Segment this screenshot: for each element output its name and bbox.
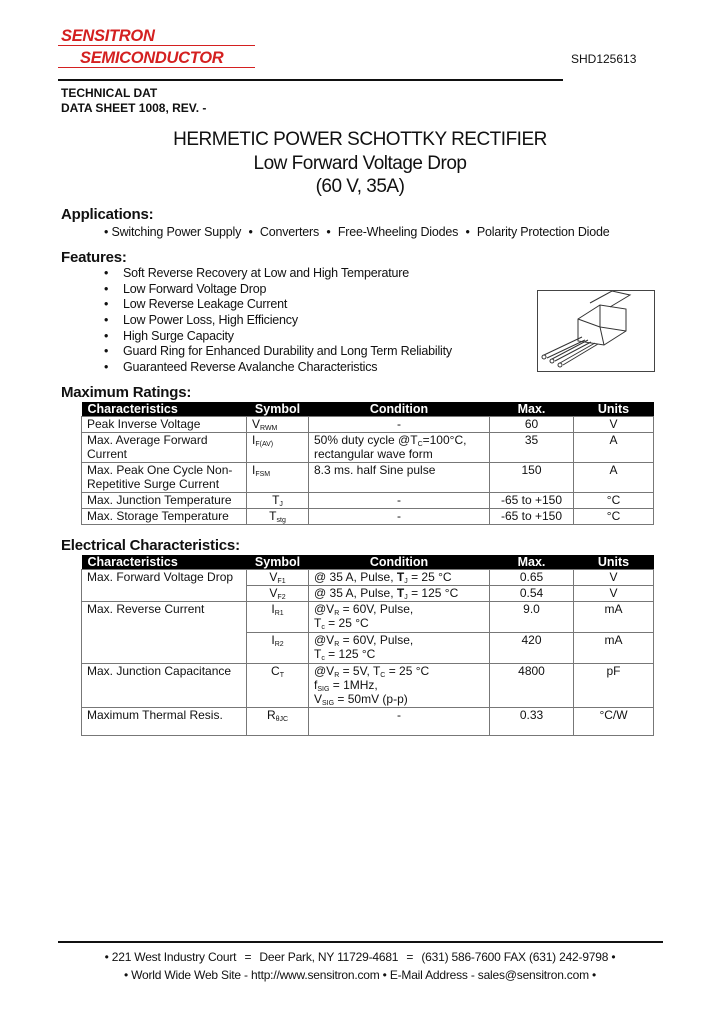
table-row: Peak Inverse Voltage $V_{RWM}$ - 60 V [82, 417, 654, 433]
features-list [104, 266, 452, 376]
title-line1: HERMETIC POWER SCHOTTKY RECTIFIER [173, 129, 547, 150]
brand-name-line1: SENSITRON [61, 27, 155, 45]
list-item: • Low Reverse Leakage Current [104, 297, 288, 312]
tech-line1: TECHNICAL DAT [61, 86, 158, 100]
table-row: Maximum Thermal Resis. $R_{\theta JC}$ - 0.33 °C/W [82, 708, 654, 736]
brand-name-line2: SEMICONDUCTOR [80, 49, 224, 67]
table-row: Max. Storage Temperature $T_{stg}$ - -65 to +150 °C [82, 509, 654, 525]
title-line2: Low Forward Voltage Drop [253, 153, 467, 174]
table-row: Max. Junction Capacitance $C_T$ $@V_R = 5V$, $T_C = 25$ °C $f_{SIG} = 1MHz$, $V_{SIG} = 50mV$ (p-p) 4800 pF [82, 664, 654, 708]
table-row: $V_{F2}$ @ 35 A, Pulse, $T_J = 125$ °C 0.54 V [82, 586, 654, 602]
list-item: • Low Forward Voltage Drop [104, 281, 267, 296]
application-item: Free-Wheeling Diodes [337, 225, 459, 239]
bullet: • [465, 225, 470, 239]
application-item: Polarity Protection Diode [476, 225, 610, 239]
application-item: Switching Power Supply [111, 225, 242, 239]
electrical-table [81, 555, 654, 736]
title-line3: (60 V, 35A) [315, 176, 405, 197]
table-row: Max. Average Forward Current $I_{F(AV)}$ 50% duty cycle $@T_C=100^\circ C$, rectangular wave form 35 A [82, 433, 654, 463]
table-header-row [82, 555, 654, 570]
footer-contact: • World Wide Web Site - http://www.sensitron.com • E-Mail Address - sales@sensitron.com • [123, 968, 597, 982]
applications-list [104, 225, 610, 239]
column-header: Characteristics [82, 555, 247, 570]
table-row: Max. Junction Temperature $T_J$ - -65 to +150 °C [82, 493, 654, 509]
column-header: Characteristics [82, 402, 247, 417]
column-header: Symbol [247, 555, 309, 570]
table-row: Max. Reverse Current $I_{R1}$ $@V_R = 60V$, Pulse, $T_c = 25$ °C 9.0 mA [82, 602, 654, 633]
column-header: Max. [490, 402, 574, 417]
table-header-row [82, 402, 654, 417]
applications-heading: Applications: [61, 206, 154, 223]
table-row: Max. Peak One Cycle Non- Repetitive Surge Current $I_{FSM}$ 8.3 ms. half Sine pulse 150 A [82, 463, 654, 493]
max-ratings-table [81, 402, 654, 525]
header-divider [58, 79, 563, 81]
tech-info [61, 86, 206, 116]
table-row: $I_{R2}$ $@V_R = 60V$, Pulse, $T_c = 125$ °C 420 mA [82, 633, 654, 664]
max-ratings-heading: Maximum Ratings: [61, 384, 192, 401]
tech-line2: DATA SHEET 1008, REV. - [61, 101, 207, 115]
list-item: • Guard Ring for Enhanced Durability and Long Term Reliability [104, 344, 452, 359]
features-heading: Features: [61, 249, 127, 266]
bullet: • [104, 225, 109, 239]
column-header: Units [574, 402, 654, 417]
brand-rule-top [58, 45, 255, 46]
column-header: Units [574, 555, 654, 570]
electrical-heading: Electrical Characteristics: [61, 537, 240, 554]
footer-divider [58, 941, 663, 943]
footer-address: • 221 West Industry Court = Deer Park, NY 11729-4681 = (631) 586-7600 FAX (631) 242-9798 • [104, 950, 616, 964]
list-item: • Soft Reverse Recovery at Low and High Temperature [104, 266, 409, 280]
package-drawing [537, 290, 655, 372]
column-header: Condition [309, 555, 490, 570]
list-item: • Guaranteed Reverse Avalanche Characteristics [104, 360, 378, 375]
table-row: Max. Forward Voltage Drop $V_{F1}$ @ 35 A, Pulse, $T_J = 25$ °C 0.65 V [82, 570, 654, 586]
bullet: • [326, 225, 331, 239]
application-item: Converters [259, 225, 320, 239]
list-item: • High Surge Capacity [104, 328, 234, 343]
to-package-icon [538, 291, 654, 371]
column-header: Max. [490, 555, 574, 570]
bullet: • [248, 225, 253, 239]
column-header: Symbol [247, 402, 309, 417]
brand-rule-bottom [58, 67, 255, 68]
list-item: • Low Power Loss, High Efficiency [104, 313, 298, 328]
doc-number: SHD125613 [571, 52, 637, 66]
column-header: Condition [309, 402, 490, 417]
